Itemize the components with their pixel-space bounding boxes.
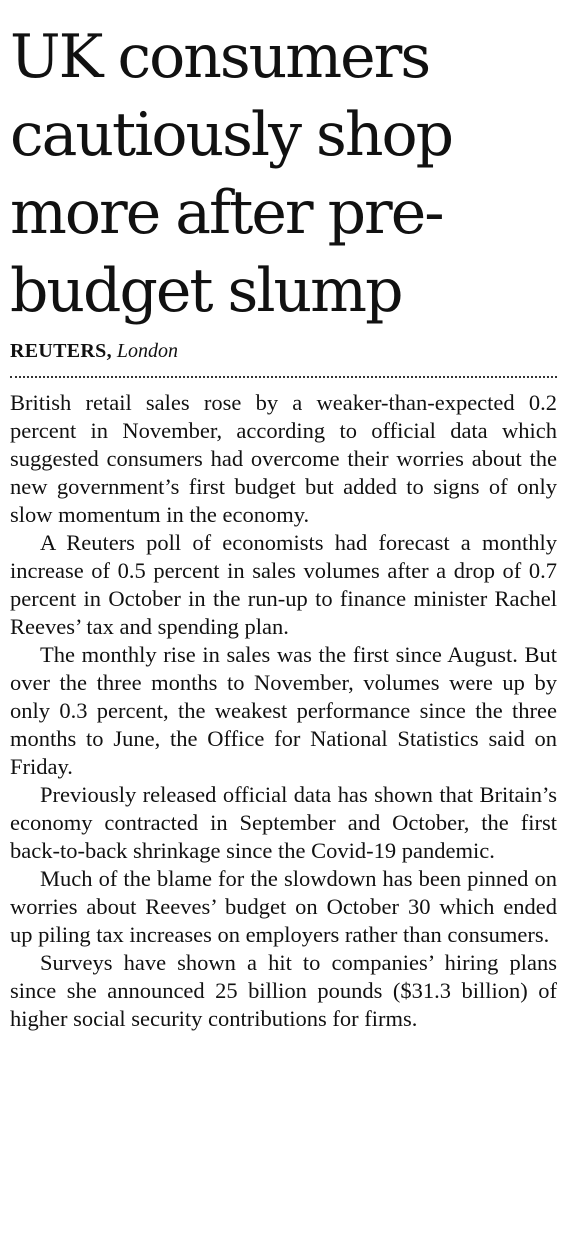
byline-agency: REUTERS, (10, 340, 112, 362)
article-headline: UK consumers cautiously shop more after pre-budget slump (10, 22, 452, 326)
byline-location: London (116, 340, 178, 362)
news-article (10, 0, 557, 1033)
paragraph-1: British retail sales rose by a weaker-than-expected 0.2 percent in November, according to official data which suggested consumers had overcome their worries about the new government’s first budget but added to signs of only slow momentum in the economy. (10, 390, 557, 527)
paragraph-6: Surveys have shown a hit to companies’ hiring plans since she announced 25 billion pounds ($31.3 billion) of higher social security contributions for firms. (10, 950, 557, 1031)
dotted-divider (10, 376, 557, 378)
paragraph-4: Previously released official data has shown that Britain’s economy contracted in September and October, the first back-to-back shrinkage since the Covid-19 pandemic. (10, 782, 557, 863)
paragraph-5: Much of the blame for the slowdown has been pinned on worries about Reeves’ budget on October 30 which ended up piling tax increases on employers rather than consumers. (10, 866, 557, 947)
article-body (10, 389, 557, 1033)
article-byline (10, 338, 557, 364)
paragraph-3: The monthly rise in sales was the first since August. But over the three months to November, volumes were up by only 0.3 percent, the weakest performance since the three months to June, the Office for National Statistics said on Friday. (10, 642, 557, 779)
paragraph-2: A Reuters poll of economists had forecast a monthly increase of 0.5 percent in sales volumes after a drop of 0.7 percent in October in the run-up to finance minister Rachel Reeves’ tax and spending plan. (10, 530, 557, 639)
